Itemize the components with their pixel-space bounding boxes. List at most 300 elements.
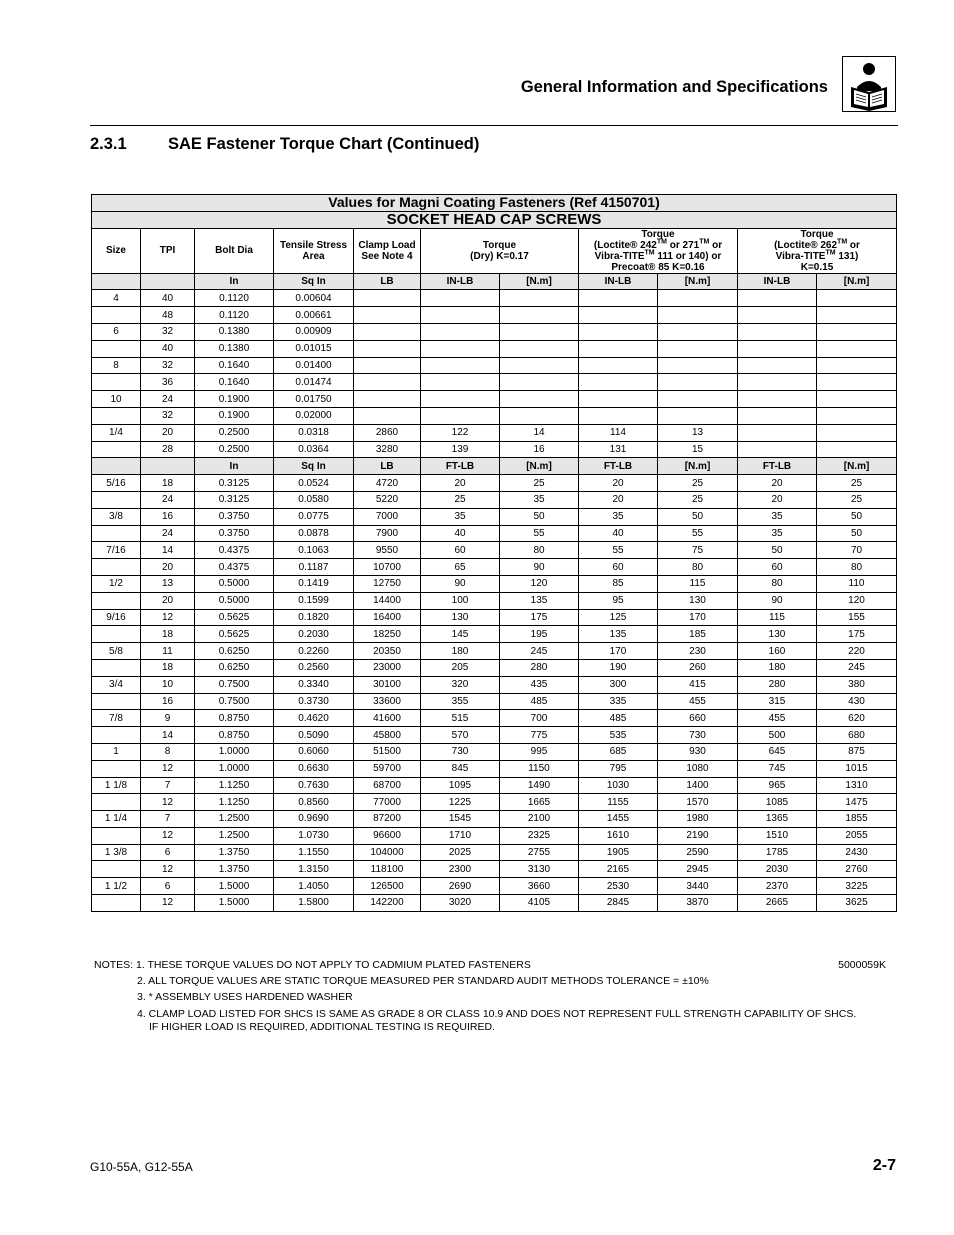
cell-loctite242: 40 xyxy=(579,525,658,542)
cell-clamp-load: 10700 xyxy=(354,559,421,576)
unit-dry: IN-LB xyxy=(421,273,500,290)
cell-tensile-area: 0.0364 xyxy=(274,441,354,458)
cell-tensile-area: 0.0775 xyxy=(274,508,354,525)
cell-loctite262-nm: 50 xyxy=(817,525,897,542)
cell-loctite242: 20 xyxy=(579,475,658,492)
cell-loctite242 xyxy=(579,340,658,357)
table-row xyxy=(92,676,897,693)
cell-tpi: 8 xyxy=(141,743,195,760)
table-row xyxy=(92,643,897,660)
unit-loctite242: FT-LB xyxy=(579,458,658,475)
cell-dry-nm xyxy=(500,307,579,324)
col-dry-line2: (Dry) K=0.17 xyxy=(470,250,529,262)
cell-dry-nm: 90 xyxy=(500,559,579,576)
cell-loctite262: 115 xyxy=(738,609,817,626)
table-row xyxy=(92,861,897,878)
cell-tensile-area: 0.01400 xyxy=(274,357,354,374)
table-row xyxy=(92,340,897,357)
cell-loctite242 xyxy=(579,323,658,340)
cell-loctite262-nm: 380 xyxy=(817,676,897,693)
note-line-1 xyxy=(94,957,894,973)
cell-loctite262-nm xyxy=(817,441,897,458)
cell-tpi: 12 xyxy=(141,794,195,811)
cell-bolt-dia: 0.1640 xyxy=(195,357,274,374)
cell-dry-nm: 80 xyxy=(500,542,579,559)
cell-tpi: 9 xyxy=(141,710,195,727)
cell-dry-nm: 14 xyxy=(500,424,579,441)
cell-tpi: 12 xyxy=(141,827,195,844)
cell-loctite262-nm: 220 xyxy=(817,643,897,660)
note-4: 4. CLAMP LOAD LISTED FOR SHCS IS SAME AS GRADE 8 OR CLASS 10.9 AND DOES NOT REPRESENT FULL STRENGTH CAPABILITY OF SHCS. xyxy=(137,1007,857,1020)
cell-size xyxy=(92,827,141,844)
cell-clamp-load xyxy=(354,290,421,307)
cell-clamp-load: 3280 xyxy=(354,441,421,458)
cell-tensile-area: 0.6060 xyxy=(274,743,354,760)
table-row xyxy=(92,794,897,811)
cell-tpi: 36 xyxy=(141,374,195,391)
cell-loctite262: 160 xyxy=(738,643,817,660)
cell-loctite242 xyxy=(579,391,658,408)
cell-loctite242: 1610 xyxy=(579,827,658,844)
cell-bolt-dia: 1.0000 xyxy=(195,760,274,777)
cell-tensile-area: 0.00909 xyxy=(274,323,354,340)
table-row xyxy=(92,727,897,744)
cell-tpi: 32 xyxy=(141,407,195,424)
cell-loctite262-nm: 2055 xyxy=(817,827,897,844)
cell-loctite262-nm: 875 xyxy=(817,743,897,760)
cell-loctite242-nm: 170 xyxy=(658,609,738,626)
cell-tensile-area: 0.01015 xyxy=(274,340,354,357)
cell-dry: 730 xyxy=(421,743,500,760)
cell-loctite262: 130 xyxy=(738,626,817,643)
unit-loctite242-nm: [N.m] xyxy=(658,458,738,475)
cell-size: 1 1/2 xyxy=(92,878,141,895)
col-242-line2c: or xyxy=(709,239,723,251)
table-row xyxy=(92,659,897,676)
unit-loctite262-nm: [N.m] xyxy=(817,273,897,290)
cell-dry: 65 xyxy=(421,559,500,576)
cell-bolt-dia: 0.6250 xyxy=(195,643,274,660)
cell-tpi: 16 xyxy=(141,693,195,710)
cell-loctite242: 535 xyxy=(579,727,658,744)
col-262-line1: Torque xyxy=(800,228,834,240)
cell-loctite262-nm xyxy=(817,307,897,324)
cell-tensile-area: 0.0318 xyxy=(274,424,354,441)
cell-dry-nm xyxy=(500,357,579,374)
cell-loctite262-nm: 620 xyxy=(817,710,897,727)
cell-bolt-dia: 0.4375 xyxy=(195,559,274,576)
cell-loctite262-nm: 155 xyxy=(817,609,897,626)
cell-dry xyxy=(421,357,500,374)
cell-dry xyxy=(421,374,500,391)
cell-dry-nm: 1490 xyxy=(500,777,579,794)
cell-dry: 3020 xyxy=(421,895,500,912)
cell-dry-nm: 175 xyxy=(500,609,579,626)
cell-loctite262-nm: 25 xyxy=(817,475,897,492)
cell-dry-nm: 435 xyxy=(500,676,579,693)
cell-tpi: 10 xyxy=(141,676,195,693)
cell-clamp-load: 126500 xyxy=(354,878,421,895)
cell-tpi: 7 xyxy=(141,811,195,828)
unit-loctite242: IN-LB xyxy=(579,273,658,290)
cell-loctite242-nm: 130 xyxy=(658,592,738,609)
cell-tpi: 20 xyxy=(141,559,195,576)
cell-size: 4 xyxy=(92,290,141,307)
cell-loctite262: 35 xyxy=(738,525,817,542)
cell-dry: 25 xyxy=(421,491,500,508)
cell-tpi: 48 xyxy=(141,307,195,324)
cell-dry: 570 xyxy=(421,727,500,744)
table-row xyxy=(92,475,897,492)
cell-tensile-area: 0.1599 xyxy=(274,592,354,609)
table-row xyxy=(92,525,897,542)
tm-mark: TM xyxy=(699,238,710,246)
col-torque-loctite-262 xyxy=(738,228,897,273)
cell-loctite242: 60 xyxy=(579,559,658,576)
cell-tpi: 12 xyxy=(141,861,195,878)
cell-size: 5/16 xyxy=(92,475,141,492)
cell-loctite242 xyxy=(579,357,658,374)
cell-tpi: 13 xyxy=(141,575,195,592)
col-tpi: TPI xyxy=(141,228,195,273)
cell-clamp-load: 45800 xyxy=(354,727,421,744)
table-row xyxy=(92,374,897,391)
note-2: 2. ALL TORQUE VALUES ARE STATIC TORQUE MEASURED PER STANDARD AUDIT METHODS TOLERANCE = ±10% xyxy=(137,975,709,988)
cell-loctite262-nm: 1855 xyxy=(817,811,897,828)
cell-tensile-area: 0.0524 xyxy=(274,475,354,492)
cell-size: 3/4 xyxy=(92,676,141,693)
cell-tensile-area: 0.4620 xyxy=(274,710,354,727)
cell-tensile-area: 0.01474 xyxy=(274,374,354,391)
cell-tensile-area: 1.5800 xyxy=(274,895,354,912)
col-clamp-line2: See Note 4 xyxy=(361,250,413,262)
cell-bolt-dia: 0.1900 xyxy=(195,407,274,424)
cell-tensile-area: 1.4050 xyxy=(274,878,354,895)
cell-loctite242 xyxy=(579,307,658,324)
cell-clamp-load xyxy=(354,340,421,357)
cell-dry: 35 xyxy=(421,508,500,525)
cell-loctite262-nm: 245 xyxy=(817,659,897,676)
cell-dry-nm: 3660 xyxy=(500,878,579,895)
cell-loctite262 xyxy=(738,290,817,307)
cell-loctite242: 170 xyxy=(579,643,658,660)
cell-dry: 355 xyxy=(421,693,500,710)
cell-bolt-dia: 0.3750 xyxy=(195,508,274,525)
cell-size: 1 xyxy=(92,743,141,760)
cell-loctite242-nm: 260 xyxy=(658,659,738,676)
cell-loctite242-nm xyxy=(658,374,738,391)
torque-chart-table xyxy=(91,194,897,912)
cell-bolt-dia: 0.8750 xyxy=(195,710,274,727)
table-row xyxy=(92,609,897,626)
col-torque-dry xyxy=(421,228,579,273)
cell-clamp-load: 7900 xyxy=(354,525,421,542)
cell-dry-nm xyxy=(500,374,579,391)
cell-loctite242-nm xyxy=(658,340,738,357)
cell-size xyxy=(92,659,141,676)
cell-dry-nm: 1665 xyxy=(500,794,579,811)
table-row xyxy=(92,441,897,458)
cell-tensile-area: 0.5090 xyxy=(274,727,354,744)
cell-size xyxy=(92,794,141,811)
cell-tpi: 32 xyxy=(141,323,195,340)
cell-bolt-dia: 1.0000 xyxy=(195,743,274,760)
cell-bolt-dia: 0.3125 xyxy=(195,491,274,508)
cell-dry: 100 xyxy=(421,592,500,609)
cell-size xyxy=(92,727,141,744)
table-row xyxy=(92,323,897,340)
cell-loctite262-nm: 50 xyxy=(817,508,897,525)
cell-clamp-load: 23000 xyxy=(354,659,421,676)
unit-size xyxy=(92,458,141,475)
cell-bolt-dia: 1.2500 xyxy=(195,827,274,844)
cell-bolt-dia: 0.7500 xyxy=(195,693,274,710)
cell-dry: 2025 xyxy=(421,844,500,861)
cell-size: 8 xyxy=(92,357,141,374)
cell-dry xyxy=(421,307,500,324)
tm-mark: TM xyxy=(825,249,836,257)
cell-loctite242-nm: 455 xyxy=(658,693,738,710)
cell-bolt-dia: 0.1120 xyxy=(195,307,274,324)
cell-loctite262: 1785 xyxy=(738,844,817,861)
cell-loctite242-nm xyxy=(658,307,738,324)
cell-loctite242-nm: 75 xyxy=(658,542,738,559)
table-row xyxy=(92,424,897,441)
cell-size: 9/16 xyxy=(92,609,141,626)
cell-dry-nm: 2325 xyxy=(500,827,579,844)
table-row xyxy=(92,827,897,844)
cell-clamp-load xyxy=(354,407,421,424)
cell-clamp-load xyxy=(354,374,421,391)
cell-dry: 180 xyxy=(421,643,500,660)
cell-loctite242-nm: 3440 xyxy=(658,878,738,895)
col-242-line1: Torque xyxy=(641,228,675,240)
cell-clamp-load: 87200 xyxy=(354,811,421,828)
cell-clamp-load: 7000 xyxy=(354,508,421,525)
cell-tpi: 12 xyxy=(141,895,195,912)
note-4-continued: IF HIGHER LOAD IS REQUIRED, ADDITIONAL TESTING IS REQUIRED. xyxy=(149,1020,495,1033)
cell-loctite262-nm: 1015 xyxy=(817,760,897,777)
cell-loctite242-nm: 15 xyxy=(658,441,738,458)
cell-loctite262-nm: 2760 xyxy=(817,861,897,878)
cell-loctite242-nm: 1980 xyxy=(658,811,738,828)
cell-loctite262: 80 xyxy=(738,575,817,592)
cell-loctite242: 485 xyxy=(579,710,658,727)
cell-bolt-dia: 0.1120 xyxy=(195,290,274,307)
cell-clamp-load: 20350 xyxy=(354,643,421,660)
cell-tpi: 6 xyxy=(141,844,195,861)
cell-clamp-load: 104000 xyxy=(354,844,421,861)
section-title: SAE Fastener Torque Chart (Continued) xyxy=(168,135,480,153)
cell-loctite242-nm: 230 xyxy=(658,643,738,660)
table-row xyxy=(92,391,897,408)
cell-loctite242-nm: 50 xyxy=(658,508,738,525)
cell-bolt-dia: 0.3750 xyxy=(195,525,274,542)
section-number: 2.3.1 xyxy=(90,135,127,153)
cell-loctite242: 135 xyxy=(579,626,658,643)
unit-loctite262-nm: [N.m] xyxy=(817,458,897,475)
cell-tpi: 24 xyxy=(141,525,195,542)
cell-loctite242-nm: 660 xyxy=(658,710,738,727)
cell-size: 1 1/4 xyxy=(92,811,141,828)
cell-dry-nm: 35 xyxy=(500,491,579,508)
cell-size: 1 3/8 xyxy=(92,844,141,861)
cell-loctite242-nm: 80 xyxy=(658,559,738,576)
cell-size xyxy=(92,340,141,357)
cell-tensile-area: 0.8560 xyxy=(274,794,354,811)
cell-loctite242: 2530 xyxy=(579,878,658,895)
cell-loctite242 xyxy=(579,374,658,391)
table-row xyxy=(92,559,897,576)
cell-loctite262: 280 xyxy=(738,676,817,693)
col-tensile-line1: Tensile Stress xyxy=(279,239,348,251)
table-row xyxy=(92,895,897,912)
cell-tensile-area: 0.2560 xyxy=(274,659,354,676)
cell-loctite242: 35 xyxy=(579,508,658,525)
cell-bolt-dia: 0.2500 xyxy=(195,424,274,441)
cell-loctite262: 315 xyxy=(738,693,817,710)
cell-clamp-load: 59700 xyxy=(354,760,421,777)
col-clamp-line1: Clamp Load xyxy=(358,239,416,251)
cell-clamp-load: 118100 xyxy=(354,861,421,878)
cell-tensile-area: 0.3340 xyxy=(274,676,354,693)
cell-dry: 145 xyxy=(421,626,500,643)
cell-dry-nm: 16 xyxy=(500,441,579,458)
cell-clamp-load: 14400 xyxy=(354,592,421,609)
cell-size: 1 1/8 xyxy=(92,777,141,794)
cell-loctite242-nm: 25 xyxy=(658,491,738,508)
unit-loctite262: IN-LB xyxy=(738,273,817,290)
col-tensile-area xyxy=(274,228,354,273)
units-row-in-lb xyxy=(92,273,897,290)
cell-loctite262 xyxy=(738,407,817,424)
cell-loctite242-nm: 115 xyxy=(658,575,738,592)
cell-loctite262: 1085 xyxy=(738,794,817,811)
cell-tpi: 11 xyxy=(141,643,195,660)
table-row xyxy=(92,743,897,760)
footer-models: G10-55A, G12-55A xyxy=(90,1160,193,1174)
cell-dry: 130 xyxy=(421,609,500,626)
cell-loctite262-nm xyxy=(817,290,897,307)
tm-mark: TM xyxy=(656,238,667,246)
cell-loctite242: 1155 xyxy=(579,794,658,811)
fastener-type-title: SOCKET HEAD CAP SCREWS xyxy=(92,211,897,228)
col-torque-loctite-242 xyxy=(579,228,738,273)
col-clamp-load xyxy=(354,228,421,273)
cell-dry-nm: 25 xyxy=(500,475,579,492)
cell-loctite262: 1365 xyxy=(738,811,817,828)
table-row xyxy=(92,508,897,525)
cell-loctite242-nm: 2945 xyxy=(658,861,738,878)
cell-dry-nm: 195 xyxy=(500,626,579,643)
cell-clamp-load xyxy=(354,307,421,324)
page-header-title: General Information and Specifications xyxy=(520,78,828,96)
cell-dry-nm: 700 xyxy=(500,710,579,727)
cell-bolt-dia: 0.5000 xyxy=(195,592,274,609)
cell-loctite242: 55 xyxy=(579,542,658,559)
table-row xyxy=(92,407,897,424)
cell-loctite262-nm: 430 xyxy=(817,693,897,710)
cell-loctite242: 300 xyxy=(579,676,658,693)
cell-tpi: 20 xyxy=(141,424,195,441)
cell-dry-nm: 280 xyxy=(500,659,579,676)
cell-loctite242-nm: 25 xyxy=(658,475,738,492)
cell-dry-nm: 2755 xyxy=(500,844,579,861)
cell-size xyxy=(92,407,141,424)
unit-bolt-dia: In xyxy=(195,273,274,290)
cell-bolt-dia: 0.5625 xyxy=(195,609,274,626)
header-divider xyxy=(90,125,898,126)
cell-loctite242-nm: 13 xyxy=(658,424,738,441)
cell-bolt-dia: 0.5625 xyxy=(195,626,274,643)
notes-block xyxy=(94,957,894,1035)
cell-loctite262-nm: 25 xyxy=(817,491,897,508)
cell-dry: 1545 xyxy=(421,811,500,828)
cell-loctite262 xyxy=(738,441,817,458)
cell-loctite242-nm xyxy=(658,357,738,374)
cell-loctite242-nm: 2190 xyxy=(658,827,738,844)
cell-size xyxy=(92,441,141,458)
cell-dry: 320 xyxy=(421,676,500,693)
coating-title: Values for Magni Coating Fasteners (Ref 4150701) xyxy=(92,195,897,212)
cell-loctite242-nm xyxy=(658,290,738,307)
cell-loctite242: 125 xyxy=(579,609,658,626)
cell-dry-nm: 50 xyxy=(500,508,579,525)
col-bolt-dia: Bolt Dia xyxy=(195,228,274,273)
cell-loctite242-nm xyxy=(658,391,738,408)
cell-loctite242: 131 xyxy=(579,441,658,458)
cell-tpi: 28 xyxy=(141,441,195,458)
cell-loctite262: 500 xyxy=(738,727,817,744)
cell-loctite242: 2845 xyxy=(579,895,658,912)
cell-tpi: 24 xyxy=(141,491,195,508)
unit-tensile-area: Sq In xyxy=(274,458,354,475)
cell-tensile-area: 0.01750 xyxy=(274,391,354,408)
cell-tensile-area: 0.1063 xyxy=(274,542,354,559)
cell-loctite262-nm: 175 xyxy=(817,626,897,643)
cell-dry: 845 xyxy=(421,760,500,777)
cell-bolt-dia: 1.5000 xyxy=(195,878,274,895)
cell-tensile-area: 1.3150 xyxy=(274,861,354,878)
unit-loctite242-nm: [N.m] xyxy=(658,273,738,290)
cell-dry xyxy=(421,407,500,424)
cell-loctite262-nm: 70 xyxy=(817,542,897,559)
cell-clamp-load: 33600 xyxy=(354,693,421,710)
cell-size xyxy=(92,592,141,609)
cell-dry-nm xyxy=(500,407,579,424)
cell-bolt-dia: 1.5000 xyxy=(195,895,274,912)
cell-tensile-area: 1.0730 xyxy=(274,827,354,844)
cell-loctite262 xyxy=(738,374,817,391)
cell-dry-nm: 995 xyxy=(500,743,579,760)
cell-loctite262: 2665 xyxy=(738,895,817,912)
cell-dry-nm: 55 xyxy=(500,525,579,542)
cell-clamp-load: 18250 xyxy=(354,626,421,643)
cell-dry-nm: 2100 xyxy=(500,811,579,828)
cell-loctite242: 85 xyxy=(579,575,658,592)
col-262-line2b: or xyxy=(847,239,860,251)
cell-bolt-dia: 1.2500 xyxy=(195,811,274,828)
table-row xyxy=(92,592,897,609)
cell-clamp-load: 30100 xyxy=(354,676,421,693)
cell-loctite262-nm: 110 xyxy=(817,575,897,592)
cell-loctite242-nm xyxy=(658,407,738,424)
cell-loctite262-nm: 1475 xyxy=(817,794,897,811)
table-row xyxy=(92,626,897,643)
col-262-line3a: Vibra-TITE xyxy=(775,250,826,262)
cell-loctite242-nm xyxy=(658,323,738,340)
column-header-row xyxy=(92,228,897,273)
